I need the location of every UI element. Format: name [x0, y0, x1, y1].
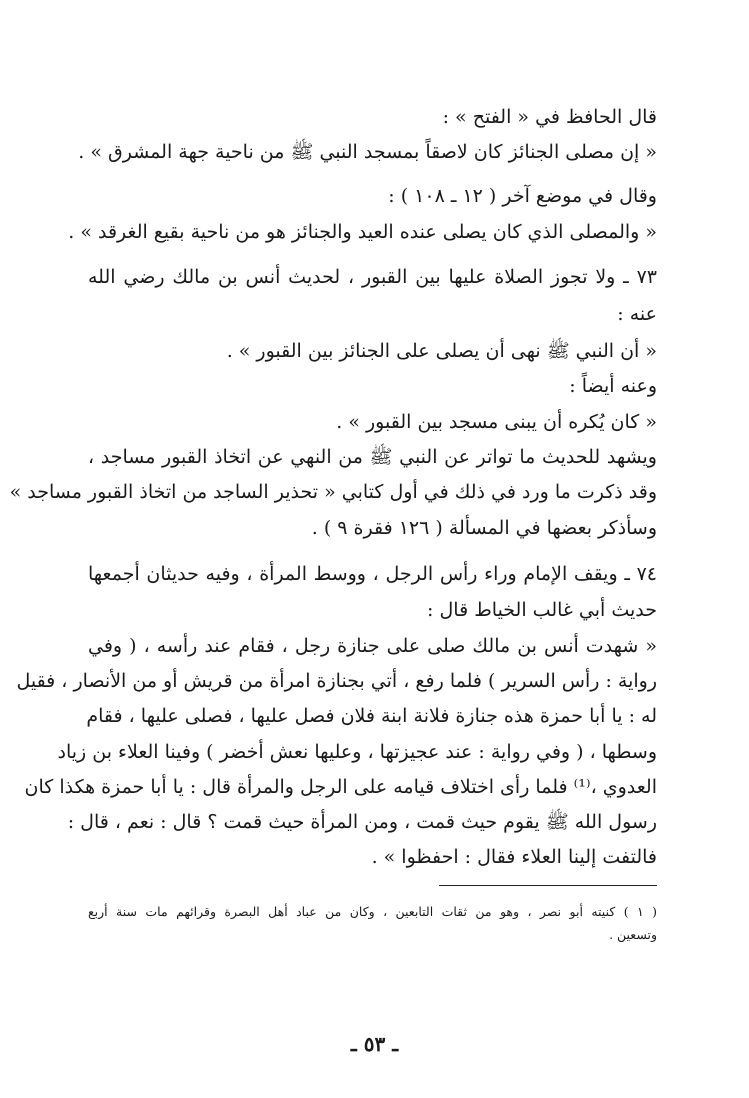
footnote-divider: [439, 885, 657, 886]
text-line-8: وعنه أيضاً :: [569, 375, 657, 397]
text-line-21: فالتفت إلينا العلاء فقال : احفظوا » .: [371, 846, 657, 868]
text-line-4: « والمصلى الذي كان يصلى عنده العيد والجنائز هو من ناحية بقيع الغرقد » .: [68, 221, 657, 243]
text-line-1: قال الحافظ في « الفتح » :: [442, 106, 657, 128]
text-line-2: « إن مصلى الجنائز كان لاصقاً بمسجد النبي ﷺ من ناحية جهة المشرق » .: [78, 141, 657, 163]
footnote-line-1: ( ١ ) كنيته أبو نصر ، وهو من ثقات التابعين ، وكان من عباد أهل البصرة وقرائهم مات سنة أربع: [88, 904, 657, 919]
text-line-12: وسأذكر بعضها في المسألة ( ١٢٦ فقرة ٩ ) .: [311, 517, 657, 539]
text-line-11: وقد ذكرت ما ورد في ذلك في أول كتابي « تحذير الساجد من اتخاذ القبور مساجد »: [9, 481, 657, 503]
text-line-14: حديث أبي غالب الخياط قال :: [427, 599, 657, 621]
text-line-18: وسطها ، ( وفي رواية : عند عجيزتها ، وعليها نعش أخضر ) وفينا العلاء بن زياد: [57, 741, 657, 763]
text-line-10: ويشهد للحديث ما تواتر عن النبي ﷺ من النهي عن اتخاذ القبور مساجد ،: [88, 446, 657, 468]
text-line-16: رواية : رأس السرير ) فلما رفع ، أتي بجنازة امرأة من قريش أو من الأنصار ، فقيل: [16, 670, 657, 692]
text-line-7: « أن النبي ﷺ نهى أن يصلى على الجنائز بين القبور » .: [226, 340, 657, 362]
text-line-3: وقال في موضع آخر ( ١٢ ـ ١٠٨ ) :: [388, 185, 657, 207]
text-line-13: ٧٤ ـ ويقف الإمام وراء رأس الرجل ، ووسط المرأة ، وفيه حديثان أجمعها: [88, 563, 657, 585]
text-line-20: رسول الله ﷺ يقوم حيث قمت ، ومن المرأة حيث قمت ؟ قال : نعم ، قال :: [67, 811, 657, 833]
page-number: ـ ٥٣ ـ: [350, 1032, 399, 1056]
text-line-19: العدوي ،⁽¹⁾ فلما رأى اختلاف قيامه على الرجل والمرأة قال : يا أبا حمزة هكذا كان: [24, 776, 657, 798]
text-line-17: له : يا أبا حمزة هذه جنازة فلانة ابنة فلان فصل عليها ، فصلى عليها ، فقام: [86, 705, 657, 727]
footnote-line-2: وتسعين .: [609, 927, 657, 942]
text-line-15: « شهدت أنس بن مالك صلى على جنازة رجل ، فقام عند رأسه ، ( وفي: [88, 635, 657, 657]
text-line-9: « كان يُكره أن يبنى مسجد بين القبور » .: [336, 411, 657, 433]
text-line-6: عنه :: [617, 303, 657, 325]
text-line-5: ٧٣ ـ ولا تجوز الصلاة عليها بين القبور ، لحديث أنس بن مالك رضي الله: [88, 266, 657, 288]
